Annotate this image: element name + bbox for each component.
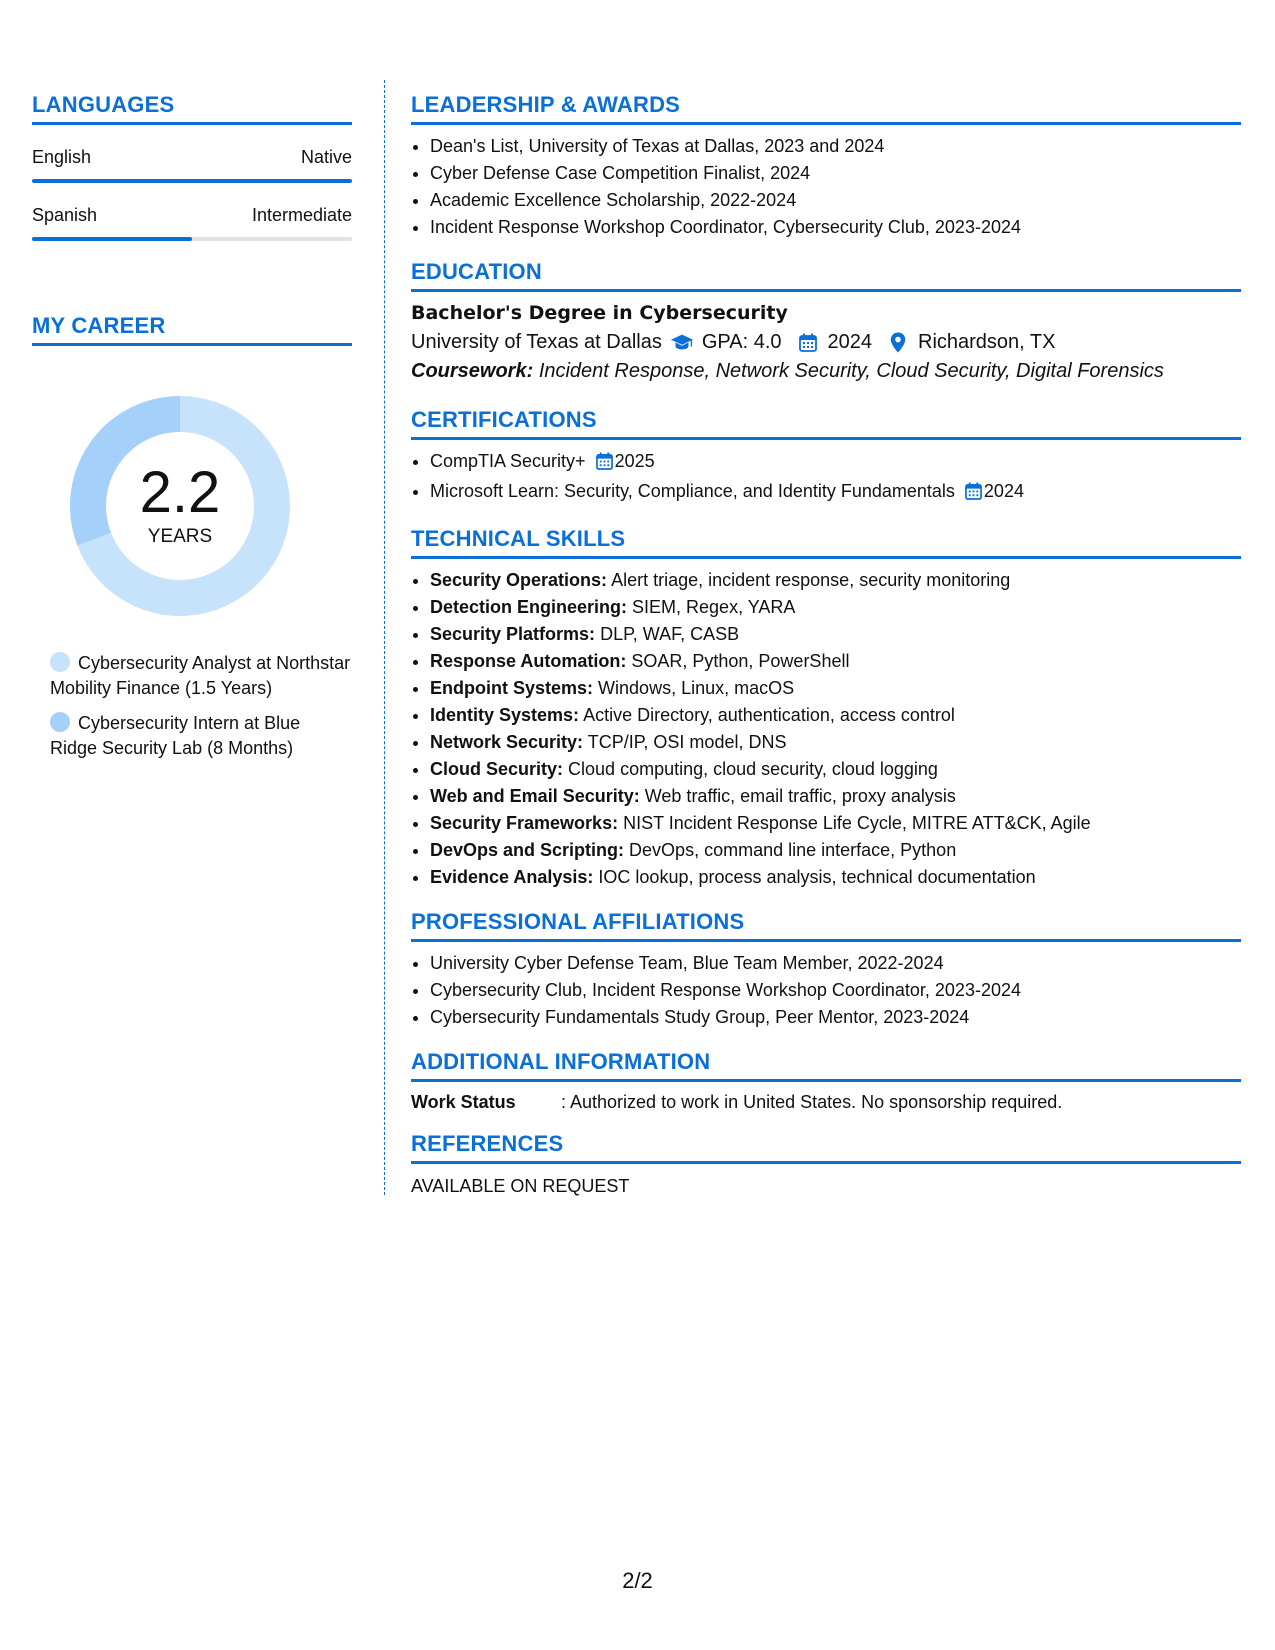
degree-title: Bachelor's Degree in Cybersecurity bbox=[411, 302, 788, 324]
calendar-icon bbox=[965, 481, 982, 508]
calendar-icon bbox=[796, 330, 820, 354]
language-bar bbox=[32, 237, 352, 241]
additional-heading: ADDITIONAL INFORMATION bbox=[411, 1049, 1241, 1082]
certification-item bbox=[430, 478, 1241, 508]
skill-item bbox=[430, 837, 1241, 864]
skills-list bbox=[411, 567, 1241, 891]
gpa: GPA: 4.0 bbox=[701, 330, 782, 353]
work-status-label: Work Status bbox=[411, 1092, 516, 1112]
skill-label: Security Frameworks: bbox=[430, 813, 619, 833]
skill-label: Endpoint Systems: bbox=[430, 678, 594, 698]
languages-section bbox=[32, 92, 352, 241]
skill-item bbox=[430, 702, 1241, 729]
certifications-list bbox=[411, 448, 1241, 508]
leadership-section bbox=[411, 92, 1241, 241]
language-name: English bbox=[32, 147, 92, 167]
school-name: University of Texas at Dallas bbox=[411, 330, 662, 353]
skill-label: Cloud Security: bbox=[430, 759, 564, 779]
additional-section bbox=[411, 1049, 1241, 1113]
skill-label: Network Security: bbox=[430, 732, 584, 752]
career-heading: MY CAREER bbox=[32, 313, 352, 346]
skills-section bbox=[411, 526, 1241, 891]
certification-year: 2024 bbox=[983, 481, 1024, 501]
legend-dot-icon bbox=[50, 712, 70, 732]
skill-value: IOC lookup, process analysis, technical documentation bbox=[598, 867, 1036, 887]
career-legend bbox=[50, 651, 352, 761]
skill-item bbox=[430, 675, 1241, 702]
coursework-label: Coursework: bbox=[411, 360, 534, 382]
language-level: Intermediate bbox=[251, 205, 352, 225]
skill-item bbox=[430, 756, 1241, 783]
donut-center bbox=[65, 391, 295, 621]
education-details bbox=[411, 330, 1241, 354]
skill-label: Evidence Analysis: bbox=[430, 867, 594, 887]
skill-item bbox=[430, 783, 1241, 810]
skill-value: TCP/IP, OSI model, DNS bbox=[587, 732, 787, 752]
skill-item bbox=[430, 810, 1241, 837]
skill-label: Detection Engineering: bbox=[430, 597, 628, 617]
legend-dot-icon bbox=[50, 652, 70, 672]
education-section bbox=[411, 259, 1241, 383]
skill-value: Windows, Linux, macOS bbox=[598, 678, 795, 698]
language-row bbox=[32, 205, 352, 226]
certification-name: CompTIA Security+ bbox=[430, 451, 586, 471]
languages-list bbox=[32, 147, 352, 241]
skill-label: DevOps and Scripting: bbox=[430, 840, 625, 860]
skill-value: DLP, WAF, CASB bbox=[600, 624, 740, 644]
references-heading: REFERENCES bbox=[411, 1131, 1241, 1164]
language-row bbox=[32, 147, 352, 168]
column-divider bbox=[384, 80, 385, 1195]
right-column bbox=[411, 92, 1241, 1215]
award-item: • Dean's List, University of Texas at Dallas, 2023 and 2024 bbox=[430, 133, 1241, 160]
skill-value: SIEM, Regex, YARA bbox=[632, 597, 796, 617]
school-location: Richardson, TX bbox=[918, 330, 1056, 353]
award-item: • Cyber Defense Case Competition Finalist, 2024 bbox=[430, 160, 1241, 187]
location-pin-icon bbox=[886, 330, 910, 354]
skill-item bbox=[430, 621, 1241, 648]
career-legend-label: Cybersecurity Intern at Blue Ridge Security Lab (8 Months) bbox=[50, 713, 301, 758]
career-legend-label: Cybersecurity Analyst at Northstar Mobility Finance (1.5 Years) bbox=[50, 653, 351, 698]
skill-label: Security Operations: bbox=[430, 570, 608, 590]
affiliation-item: • Cybersecurity Club, Incident Response Workshop Coordinator, 2023-2024 bbox=[430, 977, 1241, 1004]
career-legend-item bbox=[50, 651, 352, 701]
left-column bbox=[32, 92, 352, 779]
skill-label: Security Platforms: bbox=[430, 624, 596, 644]
leadership-list bbox=[411, 133, 1241, 241]
career-legend-item bbox=[50, 711, 352, 761]
education-heading: EDUCATION bbox=[411, 259, 1241, 292]
certification-item bbox=[430, 448, 1241, 478]
skill-value: Cloud computing, cloud security, cloud logging bbox=[568, 759, 938, 779]
page-number: 2/2 bbox=[622, 1568, 653, 1593]
affiliations-section bbox=[411, 909, 1241, 1031]
career-total-years: 2.2 bbox=[139, 460, 221, 525]
language-level: Native bbox=[300, 147, 352, 167]
skill-label: Web and Email Security: bbox=[430, 786, 640, 806]
language-name: Spanish bbox=[32, 205, 98, 225]
skill-label: Response Automation: bbox=[430, 651, 627, 671]
career-total-unit: YEARS bbox=[147, 526, 213, 547]
award-item: • Incident Response Workshop Coordinator, Cybersecurity Club, 2023-2024 bbox=[430, 214, 1241, 241]
skill-item bbox=[430, 648, 1241, 675]
affiliations-heading: PROFESSIONAL AFFILIATIONS bbox=[411, 909, 1241, 942]
certification-year: 2025 bbox=[614, 451, 655, 471]
calendar-icon bbox=[596, 451, 613, 478]
certification-name: Microsoft Learn: Security, Compliance, and Identity Fundamentals bbox=[430, 481, 955, 501]
skill-item bbox=[430, 864, 1241, 891]
affiliations-list bbox=[411, 950, 1241, 1031]
career-donut-chart bbox=[65, 391, 295, 621]
skill-value: Alert triage, incident response, security monitoring bbox=[611, 570, 1011, 590]
skill-value: SOAR, Python, PowerShell bbox=[631, 651, 850, 671]
career-section bbox=[32, 313, 352, 761]
work-status-value: : Authorized to work in United States. No sponsorship required. bbox=[561, 1092, 1063, 1112]
leadership-heading: LEADERSHIP & AWARDS bbox=[411, 92, 1241, 125]
work-status-row bbox=[411, 1092, 1241, 1113]
coursework-value: Incident Response, Network Security, Cloud Security, Digital Forensics bbox=[538, 360, 1164, 382]
coursework bbox=[411, 360, 1241, 383]
references-text: AVAILABLE ON REQUEST bbox=[411, 1176, 630, 1196]
award-item: • Academic Excellence Scholarship, 2022-2024 bbox=[430, 187, 1241, 214]
affiliation-item: • Cybersecurity Fundamentals Study Group, Peer Mentor, 2023-2024 bbox=[430, 1004, 1241, 1031]
certifications-section bbox=[411, 407, 1241, 508]
skill-item bbox=[430, 567, 1241, 594]
language-bar-fill bbox=[32, 237, 192, 241]
references-section bbox=[411, 1131, 1241, 1197]
language-bar bbox=[32, 179, 352, 183]
skill-item bbox=[430, 594, 1241, 621]
languages-heading: LANGUAGES bbox=[32, 92, 352, 125]
skill-value: NIST Incident Response Life Cycle, MITRE ATT&CK, Agile bbox=[623, 813, 1091, 833]
language-bar-fill bbox=[32, 179, 352, 183]
skill-value: Active Directory, authentication, access control bbox=[583, 705, 955, 725]
skills-heading: TECHNICAL SKILLS bbox=[411, 526, 1241, 559]
skill-value: DevOps, command line interface, Python bbox=[629, 840, 957, 860]
certifications-heading: CERTIFICATIONS bbox=[411, 407, 1241, 440]
skill-label: Identity Systems: bbox=[430, 705, 580, 725]
graduation-cap-icon bbox=[670, 330, 694, 354]
skill-item bbox=[430, 729, 1241, 756]
graduation-year: 2024 bbox=[827, 330, 873, 353]
affiliation-item: • University Cyber Defense Team, Blue Team Member, 2022-2024 bbox=[430, 950, 1241, 977]
skill-value: Web traffic, email traffic, proxy analysis bbox=[644, 786, 956, 806]
